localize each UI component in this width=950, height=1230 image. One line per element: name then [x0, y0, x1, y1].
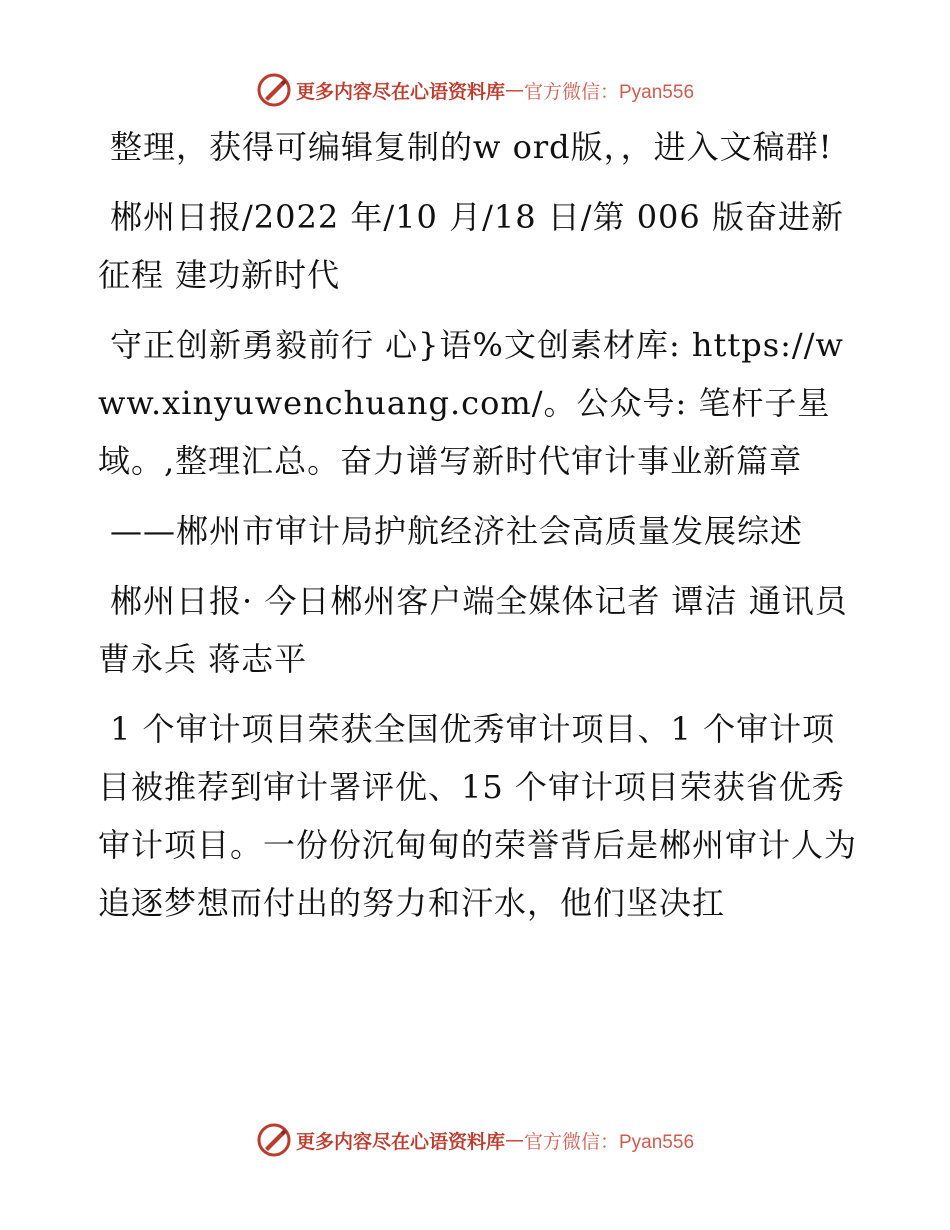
- watermark-separator: —: [505, 1129, 524, 1151]
- watermark-separator: —: [505, 79, 524, 101]
- footer-watermark: [0, 1120, 950, 1160]
- paragraph: 郴州日报· 今日郴州客户端全媒体记者 谭洁 通讯员 曹永兵 蒋志平: [98, 582, 848, 678]
- pen-logo-icon: [256, 72, 292, 108]
- pen-logo-icon: [256, 1122, 292, 1158]
- header-watermark: [0, 70, 950, 110]
- paragraph: 1 个审计项目荣获全国优秀审计项目、1 个审计项目被推荐到审计署评优、15 个审计项目荣获省优秀审计项目。一份份沉甸甸的荣誉背后是郴州审计人为追逐梦想而付出的努力和汗水，他们坚决扛: [98, 710, 858, 922]
- paragraph: 郴州日报/2022 年/10 月/18 日/第 006 版奋进新征程 建功新时代: [98, 198, 844, 294]
- watermark-wechat: 官方微信：Pyan556: [524, 1131, 695, 1153]
- paragraph: 整理，获得可编辑复制的w ord版，，进入文稿群!: [110, 128, 833, 166]
- paragraph: ——郴州市审计局护航经济社会高质量发展综述: [110, 512, 804, 550]
- document-body: [98, 118, 858, 944]
- watermark-title: 更多内容尽在心语资料库: [295, 1130, 505, 1153]
- paragraph: 守正创新勇毅前行 心}语%文创素材库: https://www.xinyuwenchuang.com/。公众号: 笔杆子星域。,整理汇总。奋力谱写新时代审计事业新篇章: [98, 326, 844, 480]
- watermark-wechat: 官方微信：Pyan556: [524, 81, 695, 103]
- watermark-title: 更多内容尽在心语资料库: [295, 80, 505, 103]
